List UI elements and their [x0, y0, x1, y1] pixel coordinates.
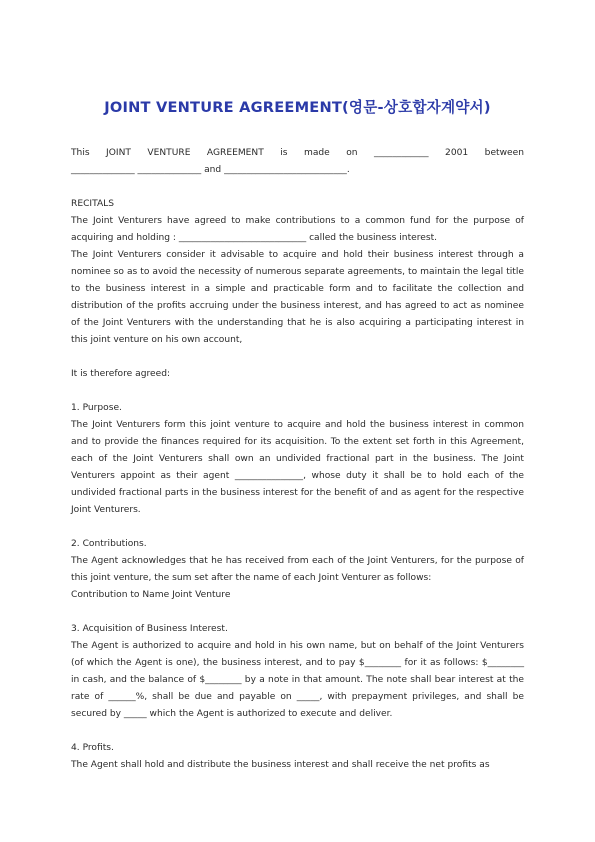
section-2-body: The Agent acknowledges that he has received from each of the Joint Venturers, for the purpose of this joint venture, the sum set after the name of each Joint Venturer as follows:: [71, 556, 524, 583]
section-2-heading: 2. Contributions.: [71, 539, 147, 549]
intro-line-1: This JOINT VENTURE AGREEMENT is made on ____________ 2001 between: [71, 148, 524, 158]
section-2-contribution-line: Contribution to Name Joint Venture: [71, 590, 231, 600]
recitals-heading: RECITALS: [71, 199, 115, 209]
agreed-statement: It is therefore agreed:: [71, 369, 171, 379]
section-3-heading: 3. Acquisition of Business Interest.: [71, 624, 228, 634]
section-4-body: The Agent shall hold and distribute the business interest and shall receive the net profits as: [71, 760, 490, 770]
intro-line-2: ______________ ______________ and ___________________________.: [71, 165, 350, 175]
recitals-paragraph-2: The Joint Venturers consider it advisable to acquire and hold their business interest through a nominee so as to avoid the necessity of numerous separate agreements, to maintain the legal title to the business interest in a simple and practicable form and to facilitate the collection and distribution of the profits accruing under the business interest, and has agreed to act as nominee of the Joint Venturers with the understanding that he is also acquiring a participating interest in this joint venture on his own account,: [71, 250, 524, 345]
section-1-body: The Joint Venturers form this joint venture to acquire and hold the business interest in common and to provide the finances required for its acquisition. To the extent set forth in this Agreement, each of the Joint Venturers shall own an undivided fractional part in the business. The Joint Venturers appoint as their agent _______________, whose duty it shall be to hold each of the undivided fractional parts in the business interest for the benefit of and as agent for the respective Joint Venturers.: [71, 420, 524, 515]
recitals-paragraph-1: The Joint Venturers have agreed to make contributions to a common fund for the purpose of acquiring and holding : ____________________________ called the business interest.: [71, 216, 524, 243]
section-4-heading: 4. Profits.: [71, 743, 114, 753]
section-3-body: The Agent is authorized to acquire and hold in his own name, but on behalf of the Joint Venturers (of which the Agent is one), the business interest, and to pay $________ for it as follows: $________ in cash, and the balance of $________ by a note in that amount. The note shall bear interest at the rate of ______%, shall be due and payable on _____, with prepayment privileges, and shall be secured by _____ which the Agent is authorized to execute and deliver.: [71, 641, 524, 719]
section-1-heading: 1. Purpose.: [71, 403, 122, 413]
document-title: JOINT VENTURE AGREEMENT(영문-상호합자계약서): [104, 99, 491, 116]
